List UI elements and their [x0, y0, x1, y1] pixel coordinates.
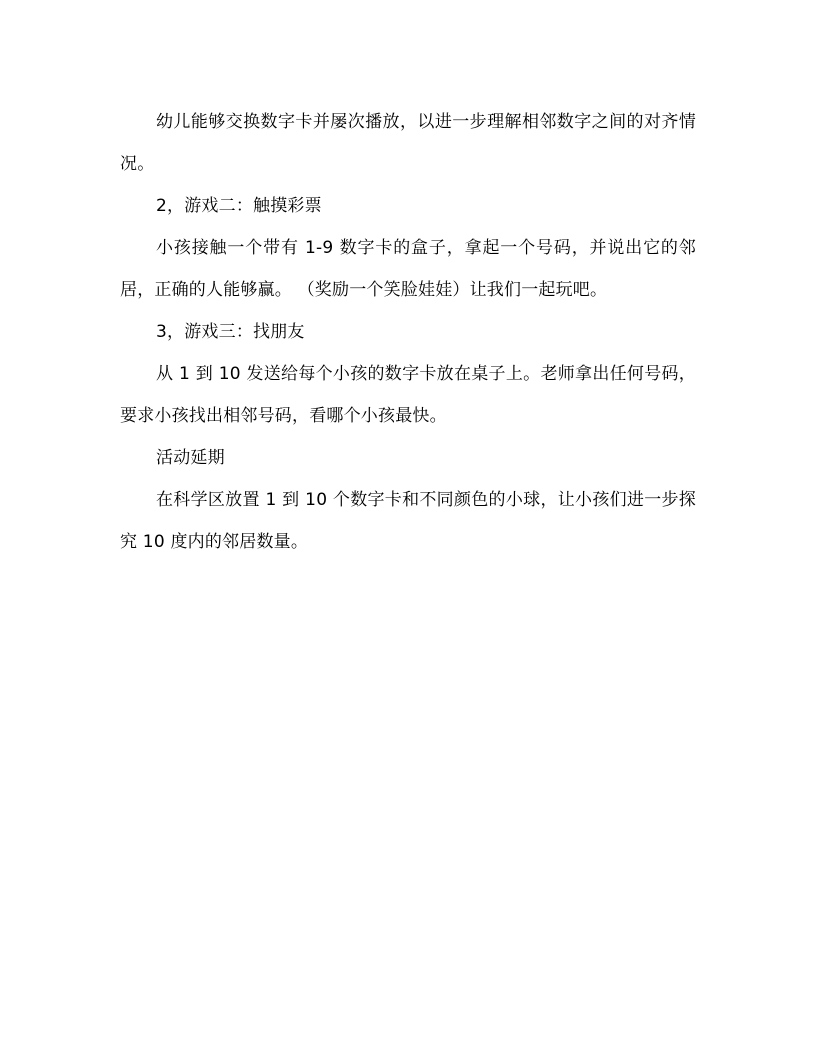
- heading-activity-extension: 活动延期: [156, 448, 225, 468]
- paragraph-activity-extension: 在科学区放置 1 到 10 个数字卡和不同颜色的小球，让小孩们进一步探究 10 度内的邻居数量。: [120, 490, 696, 552]
- paragraph-game-three: 从 1 到 10 发送给每个小孩的数字卡放在桌子上。老师拿出任何号码，要求小孩找出相邻号码，看哪个小孩最快。: [120, 364, 696, 426]
- heading-game-two: 2，游戏二：触摸彩票: [156, 196, 322, 216]
- document-body: [120, 101, 696, 563]
- paragraph-game-two: 小孩接触一个带有 1-9 数字卡的盒子，拿起一个号码，并说出它的邻居，正确的人能够赢。 （奖励一个笑脸娃娃）让我们一起玩吧。: [120, 238, 696, 300]
- heading-game-three: 3，游戏三：找朋友: [156, 322, 305, 342]
- paragraph-card-exchange: 幼儿能够交换数字卡并屡次播放，以进一步理解相邻数字之间的对齐情况。: [120, 112, 696, 174]
